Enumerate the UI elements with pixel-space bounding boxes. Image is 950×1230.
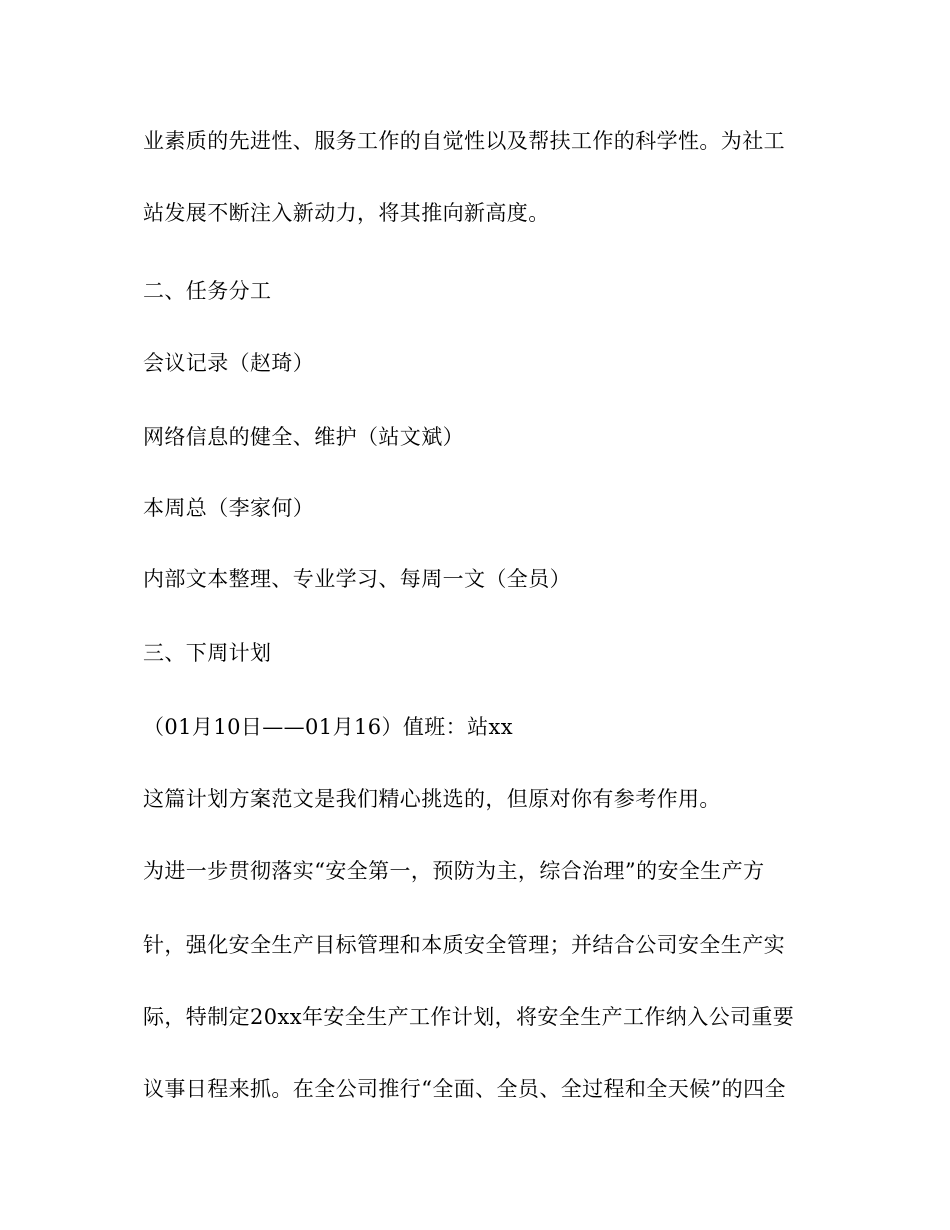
- paragraph-line: 针，强化安全生产目标管理和本质安全管理；并结合公司安全生产实: [143, 933, 785, 957]
- task-item: 内部文本整理、专业学习、每周一文（全员）: [143, 567, 571, 591]
- task-item: 网络信息的健全、维护（站文斌）: [143, 425, 464, 449]
- task-item: 本周总（李家何）: [143, 496, 315, 520]
- paragraph-line: 议事日程来抓。在全公司推行“全面、全员、全过程和全天候”的四全: [143, 1077, 786, 1101]
- paragraph-line: 这篇计划方案范文是我们精心挑选的，但原对你有参考作用。: [143, 787, 721, 811]
- paragraph-line: 站发展不断注入新动力，将其推向新高度。: [143, 201, 550, 225]
- section-heading: 三、下周计划: [143, 641, 272, 665]
- section-heading: 二、任务分工: [143, 279, 272, 303]
- paragraph-line: 业素质的先进性、服务工作的自觉性以及帮扶工作的科学性。为社工: [143, 129, 785, 153]
- schedule-line: （01月10日——01月16）值班：站xx: [143, 715, 513, 739]
- task-item: 会议记录（赵琦）: [143, 351, 315, 375]
- paragraph-line: 为进一步贯彻落实“安全第一，预防为主，综合治理”的安全生产方: [143, 859, 765, 883]
- paragraph-line: 际，特制定20xx年安全生产工作计划，将安全生产工作纳入公司重要: [143, 1005, 795, 1029]
